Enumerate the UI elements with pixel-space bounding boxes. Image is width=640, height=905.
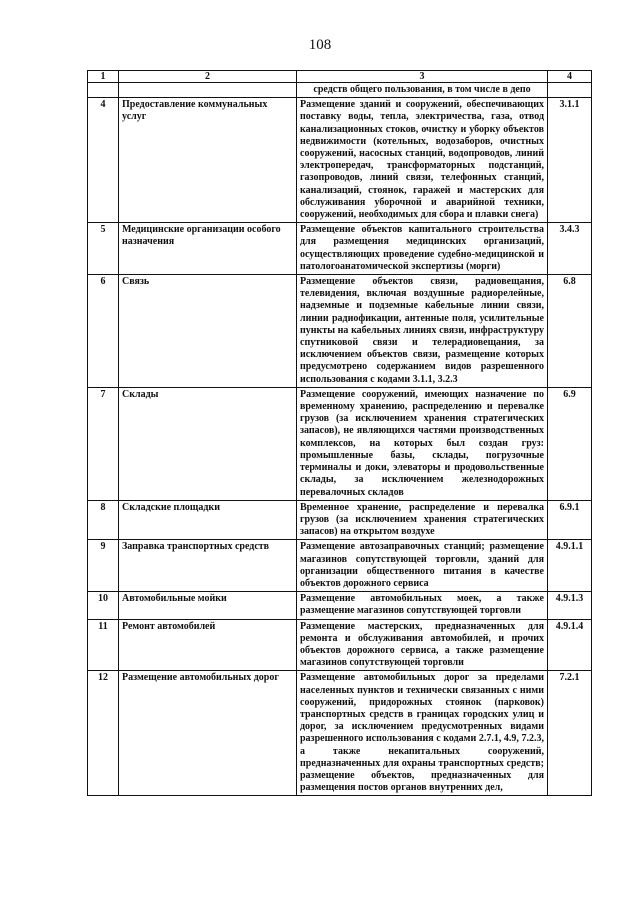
row-number: 6	[88, 275, 119, 388]
continuation-row	[88, 83, 592, 98]
row-number: 12	[88, 671, 119, 796]
table-row	[88, 223, 592, 275]
use-code: 4.9.1.4	[548, 619, 592, 671]
column-header: 2	[119, 71, 297, 83]
continuation-text: средств общего пользования, в том числе в депо	[297, 83, 548, 98]
table-row	[88, 540, 592, 592]
use-name: Складские площадки	[119, 500, 297, 540]
row-number: 5	[88, 223, 119, 275]
use-code: 4.9.1.1	[548, 540, 592, 592]
use-description: Размещение автомобильных моек, а также размещение магазинов сопутствующей торговли	[297, 592, 548, 619]
column-header: 1	[88, 71, 119, 83]
use-name: Предоставление коммунальных услуг	[119, 98, 297, 223]
table-row	[88, 619, 592, 671]
row-number: 9	[88, 540, 119, 592]
use-description: Размещение автозаправочных станций; размещение магазинов сопутствующей торговли, зданий для организации общественного питания в качестве объектов дорожного сервиса	[297, 540, 548, 592]
row-number: 10	[88, 592, 119, 619]
row-number: 4	[88, 98, 119, 223]
use-code: 3.4.3	[548, 223, 592, 275]
use-code: 6.8	[548, 275, 592, 388]
use-code: 4.9.1.3	[548, 592, 592, 619]
row-number: 7	[88, 387, 119, 500]
column-header: 3	[297, 71, 548, 83]
use-description: Размещение сооружений, имеющих назначение по временному хранению, распределению и перевалке грузов (за исключением хранения стратегических запасов), не являющихся частями производственных комплексов, на которых был создан груз: промышленные базы, склады, погрузочные терминалы и доки, элеваторы и продовольственные склады, за исключением железнодорожных перевалочных складов	[297, 387, 548, 500]
column-header: 4	[548, 71, 592, 83]
table-row	[88, 98, 592, 223]
empty-cell	[88, 83, 119, 98]
use-name: Склады	[119, 387, 297, 500]
land-use-table	[87, 70, 592, 796]
use-description: Размещение мастерских, предназначенных для ремонта и обслуживания автомобилей, и прочих объектов дорожного сервиса, а также размещение магазинов сопутствующей торговли	[297, 619, 548, 671]
use-name: Медицинские организации особого назначения	[119, 223, 297, 275]
use-code: 3.1.1	[548, 98, 592, 223]
table-row	[88, 671, 592, 796]
table-header-row	[88, 71, 592, 83]
use-name: Связь	[119, 275, 297, 388]
empty-cell	[119, 83, 297, 98]
use-description: Размещение автомобильных дорог за пределами населенных пунктов и технически связанных с ними сооружений, придорожных стоянок (парковок) транспортных средств в границах городских улиц и дорог, за исключением предусмотренных видами разрешенного использования с кодами 2.7.1, 4.9, 7.2.3, а также некапитальных сооружений, предназначенных для охраны транспортных средств; размещение объектов, предназначенных для размещения постов органов внутренних дел,	[297, 671, 548, 796]
use-description: Размещение объектов капитального строительства для размещения медицинских организаций, осуществляющих проведение судебно-медицинской и патологоанатомической экспертизы (морги)	[297, 223, 548, 275]
row-number: 11	[88, 619, 119, 671]
use-name: Заправка транспортных средств	[119, 540, 297, 592]
use-name: Ремонт автомобилей	[119, 619, 297, 671]
use-code: 6.9.1	[548, 500, 592, 540]
table-row	[88, 275, 592, 388]
use-description: Временное хранение, распределение и перевалка грузов (за исключением хранения стратегических запасов) на открытом воздухе	[297, 500, 548, 540]
use-name: Размещение автомобильных дорог	[119, 671, 297, 796]
use-code: 6.9	[548, 387, 592, 500]
use-description: Размещение объектов связи, радиовещания, телевидения, включая воздушные радиорелейные, надземные и подземные кабельные линии связи, линии радиофикации, антенные поля, усилительные пункты на кабельных линиях связи, инфраструктуру спутниковой связи и телерадиовещания, за исключением объектов связи, размещение которых предусмотрено содержанием видов разрешенного использования с кодами 3.1.1, 3.2.3	[297, 275, 548, 388]
use-name: Автомобильные мойки	[119, 592, 297, 619]
page-number: 108	[308, 37, 332, 53]
empty-cell	[548, 83, 592, 98]
table-row	[88, 500, 592, 540]
table-row	[88, 592, 592, 619]
table-row	[88, 387, 592, 500]
use-description: Размещение зданий и сооружений, обеспечивающих поставку воды, тепла, электричества, газа, отвод канализационных стоков, очистку и уборку объектов недвижимости (котельных, водозаборов, очистных сооружений, насосных станций, водопроводов, линий электропередач, трансформаторных подстанций, газопроводов, линий связи, телефонных станций, канализаций, стоянок, гаражей и мастерских для обслуживания уборочной и аварийной техники, сооружений, необходимых для сбора и плавки снега)	[297, 98, 548, 223]
use-code: 7.2.1	[548, 671, 592, 796]
row-number: 8	[88, 500, 119, 540]
